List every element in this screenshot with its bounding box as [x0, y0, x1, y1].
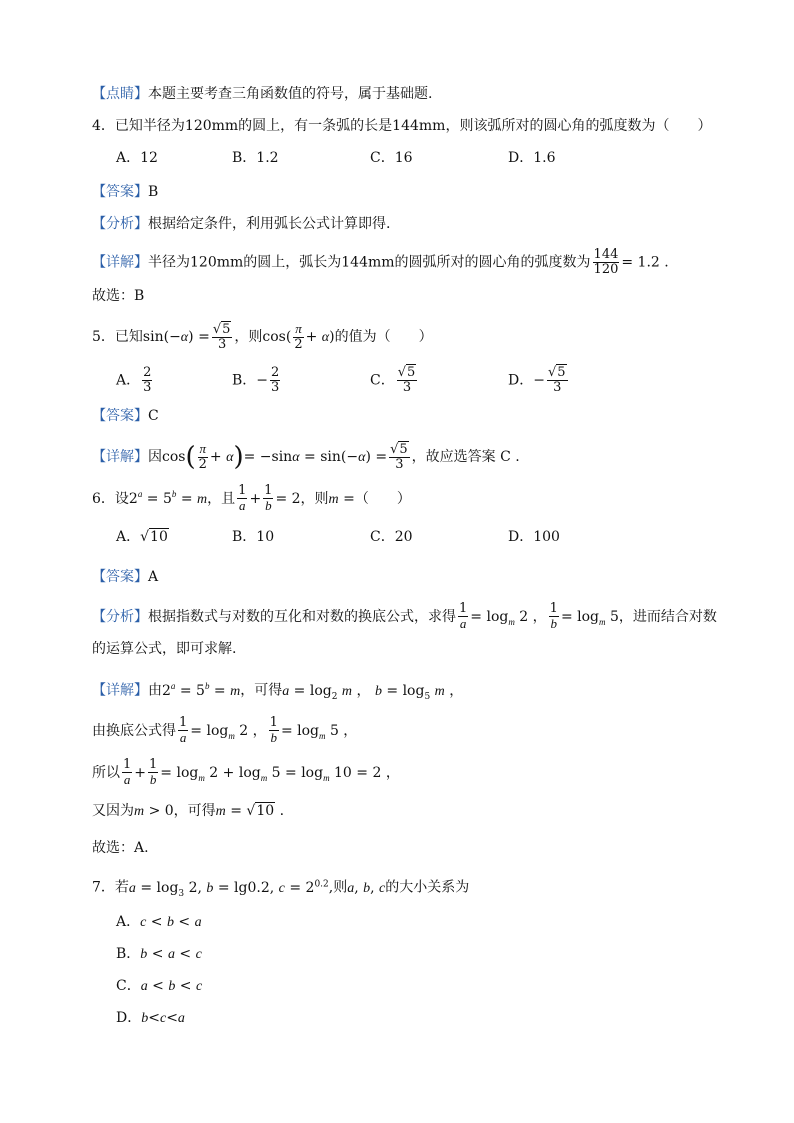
- q4-answer: 【答案】B: [92, 184, 159, 200]
- q5-option-b: B．− $\frac{2}{3}$: [232, 365, 280, 395]
- q6-option-d: D．100: [508, 529, 560, 545]
- q4-option-d: D．1.6: [508, 150, 556, 166]
- q6-option-a: A．√10: [116, 529, 168, 545]
- q6-detail: 【详解】由$2^a = 5^b = m$，可得$a = \log_2 m$ ， $b = \log_5 m$ ，: [92, 681, 464, 702]
- dianjing-line: 【点睛】本题主要考查三角函数值的符号，属于基础题.: [92, 86, 433, 102]
- q6-choose: 故选：A.: [92, 840, 149, 856]
- q5-option-d: D．− $\frac{√5}{3}$: [508, 365, 566, 395]
- q6-option-b: B．10: [232, 529, 275, 545]
- q4-option-a: A．12: [116, 150, 158, 166]
- q6-detail-line4: 又因为m > 0，可得m = √10 .: [92, 803, 285, 819]
- q6-option-c: C．20: [370, 529, 413, 545]
- q5-answer: 【答案】C: [92, 408, 159, 424]
- dianjing-text: 本题主要考查三角函数值的符号，属于基础题.: [148, 86, 433, 102]
- q6-answer: 【答案】A: [92, 569, 159, 585]
- q6-analysis-line2: 的运算公式，即可求解.: [92, 641, 237, 657]
- q7-option-a: A．c < b < a: [116, 914, 202, 930]
- q7-option-b: B．b < a < c: [116, 946, 202, 962]
- q4-stem: 4．已知半径为120mm的圆上，有一条弧的长是144mm，则该弧所对的圆心角的弧度数为（ ）: [92, 118, 712, 134]
- q4-choose: 故选：B: [92, 288, 145, 304]
- q5-stem: 5．已知sin(−α) = $\frac{√5}{3}$ ，则cos( $\frac{\pi}{2}$ + α)的值为（ ）: [92, 321, 433, 352]
- q4-fraction: $\frac{144}{120}$: [593, 247, 619, 277]
- q6-detail-line3: 所以 $\frac{1}{a}$ + $\frac{1}{b}$ = $\log_m 2 + \log_m 5 = \log_m 10 = 2$ ，: [92, 757, 400, 787]
- q6-analysis: 【分析】根据指数式与对数的互化和对数的换底公式，求得 $\frac{1}{a}$ = $\log_m 2$ ， $\frac{1}{b}$ = $\log_m 5$，进而结合对数: [92, 601, 717, 631]
- q4-detail: 【详解】半径为120mm的圆上，弧长为144mm的圆弧所对的圆心角的弧度数为 $\frac{144}{120}$ = 1.2 .: [92, 247, 669, 277]
- q4-analysis: 【分析】根据给定条件，利用弧长公式计算即得.: [92, 216, 391, 232]
- q7-stem: 7．若$a = \log_3 2$, b = lg0.2, $c = 2^{0.2}$,则a, b, c的大小关系为: [92, 879, 470, 899]
- q5-detail: 【详解】因cos( $\frac{\pi}{2}$ + α)= −sinα = sin(−α) = $\frac{√5}{3}$ ，故应选答案 C .: [92, 441, 520, 472]
- q6-detail-line2: 由换底公式得 $\frac{1}{a}$ = $\log_m 2$ ， $\frac{1}{b}$ = $\log_m 5$ ，: [92, 715, 358, 745]
- q6-stem: 6．设$2^a = 5^b = m$，且 $\frac{1}{a}$ + $\frac{1}{b}$ = 2，则m =（ ）: [92, 483, 411, 513]
- q5-option-c: C． $\frac{√5}{3}$: [370, 365, 416, 395]
- dianjing-tag: 点睛: [106, 86, 134, 102]
- q5-option-a: A． $\frac{2}{3}$: [116, 365, 152, 395]
- q7-option-d: D．b<c<a: [116, 1010, 185, 1026]
- q4-option-c: C．16: [370, 150, 413, 166]
- q7-option-c: C．a < b < c: [116, 978, 203, 994]
- q4-option-b: B．1.2: [232, 150, 279, 166]
